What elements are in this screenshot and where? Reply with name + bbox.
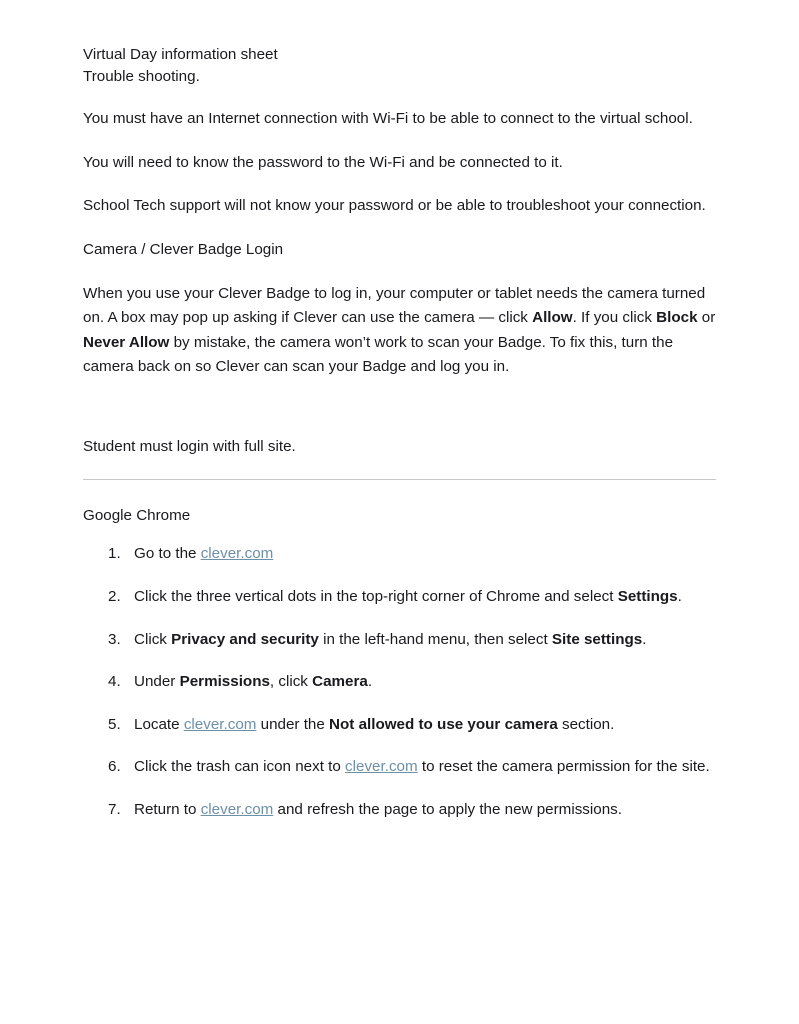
blank-line-spacer <box>83 399 716 416</box>
document-body <box>83 44 716 823</box>
emphasis-permissions: Permissions <box>179 673 270 691</box>
document-title <box>83 44 716 88</box>
link-clever-com[interactable]: clever.com <box>200 545 274 563</box>
emphasis-not-allowed-to-use-your-camera: Not allowed to use your camera <box>329 715 558 733</box>
camera-text-part-3: or <box>697 309 716 327</box>
camera-text-part-1: When you use your Clever Badge to log in, your computer or tablet needs the camera turned on. A box may pop up asking if Clever can use the camera — click <box>83 284 706 327</box>
paragraph-internet-connection: You must have an Internet connection with Wi-Fi to be able to connect to the virtual school. <box>83 110 693 128</box>
emphasis-allow: Allow <box>532 309 573 327</box>
list-item <box>83 628 716 653</box>
step-5-text-part-3: section. <box>557 715 615 733</box>
link-clever-com[interactable]: clever.com <box>345 758 418 776</box>
chrome-steps-list <box>83 542 716 822</box>
heading-google-chrome: Google Chrome <box>83 506 191 524</box>
step-4-text-part-1: Under <box>134 673 180 691</box>
step-2-text-part-1: Click the three vertical dots in the top-right corner of Chrome and select <box>134 587 618 605</box>
list-item <box>83 670 716 695</box>
list-item <box>83 542 716 567</box>
step-5-text-part-1: Locate <box>134 715 184 733</box>
step-1-text-part-1: Go to the <box>134 545 201 563</box>
step-2-text-part-2: . <box>677 587 682 605</box>
step-7-text-part-1: Return to <box>134 801 201 819</box>
emphasis-camera: Camera <box>312 673 368 691</box>
list-item <box>83 798 716 823</box>
step-6-text-part-2: to reset the camera permission for the site. <box>417 758 710 776</box>
title-line-1: Virtual Day information sheet <box>83 46 278 63</box>
emphasis-settings: Settings <box>617 587 678 605</box>
list-item <box>83 585 716 610</box>
list-item <box>83 755 716 780</box>
heading-camera-clever-badge-login: Camera / Clever Badge Login <box>83 240 284 258</box>
paragraph-tech-support: School Tech support will not know your password or be able to troubleshoot your connection. <box>83 197 706 215</box>
camera-text-part-2: . If you click <box>572 309 657 327</box>
step-3-text-part-1: Click <box>134 630 172 648</box>
paragraph-camera-instructions <box>83 282 716 381</box>
step-6-text-part-1: Click the trash can icon next to <box>134 758 346 776</box>
step-4-text-part-3: . <box>367 673 373 691</box>
link-clever-com[interactable]: clever.com <box>183 715 257 733</box>
emphasis-block: Block <box>656 309 698 327</box>
title-line-2: Trouble shooting. <box>83 68 200 86</box>
emphasis-site-settings: Site settings <box>551 630 643 648</box>
step-7-text-part-2: and refresh the page to apply the new permissions. <box>273 801 622 819</box>
link-clever-com[interactable]: clever.com <box>200 801 274 819</box>
emphasis-privacy-and-security: Privacy and security <box>171 630 319 648</box>
paragraph-full-site: Student must login with full site. <box>83 438 296 456</box>
horizontal-divider <box>83 479 716 480</box>
step-4-text-part-2: , click <box>269 673 313 691</box>
step-3-text-part-2: in the left-hand menu, then select <box>318 630 552 648</box>
paragraph-password: You will need to know the password to the Wi-Fi and be connected to it. <box>83 153 563 171</box>
list-item <box>83 713 716 738</box>
emphasis-never-allow: Never Allow <box>83 333 170 351</box>
step-5-text-part-2: under the <box>256 715 330 733</box>
step-3-text-part-3: . <box>642 630 647 648</box>
camera-text-part-4: by mistake, the camera won’t work to scan your Badge. To fix this, turn the camera back on so Clever can scan your Badge and log you in. <box>83 333 674 376</box>
